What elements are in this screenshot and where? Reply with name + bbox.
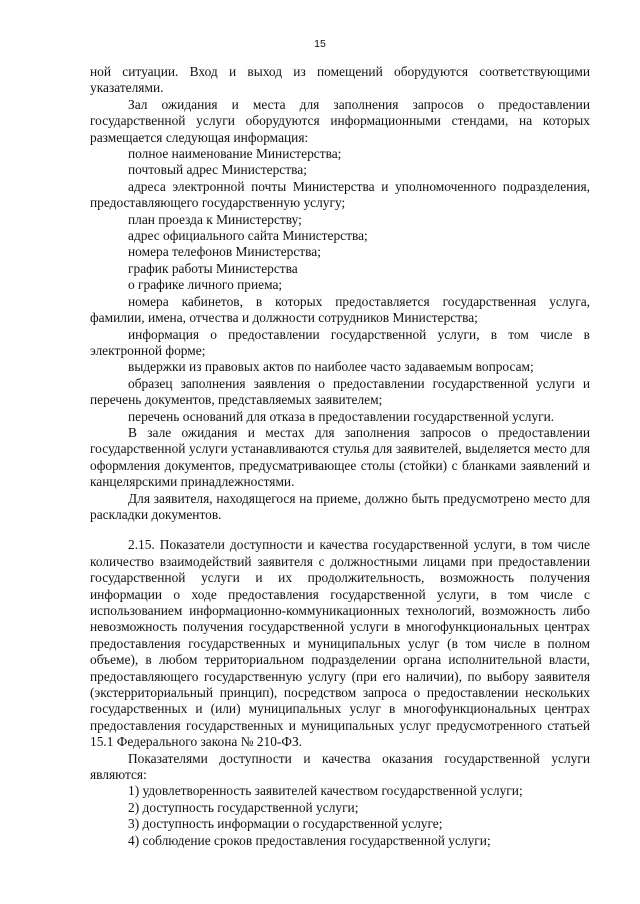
list-item: о графике личного приема; [128,277,283,293]
list-item: адреса электронной почты Министерства и уполномоченного подразделения, предоставляющего государственную услугу; [90,178,590,211]
section-paragraph: 2.15. Показатели доступности и качества государственной услуги, в том числе количество взаимодействий заявителя с должностными лицами при предоставлении государственной услуги и их продолжительность, возможность получения информации о ходе предоставления государственной услуги, в том числе с использованием информационно-коммуникационных технологий, возможность либо невозможность получения государственной услуги в многофункциональных центрах предоставления государственных и муниципальных услуг (в том числе в полном объеме), в любом территориальном подразделении органа исполнительной власти, предоставляющего государственную услугу (при его наличии), по выбору заявителя (экстерриториальный принцип), посредством запроса о предоставлении нескольких государственных и (или) муниципальных услуг в многофункциональных центрах предоставления государственных и муниципальных услуг предусмотренного статьей 15.1 Федерального закона № 210-ФЗ. [90,537,590,750]
list-item: полное наименование Министерства; [128,146,342,162]
page-number: 15 [314,38,326,50]
paragraph: Показателями доступности и качества оказания государственной услуги являются: [90,750,590,783]
list-item: 3) доступность информации о государственной услуге; [128,816,443,832]
list-item: 2) доступность государственной услуги; [128,799,359,815]
list-item: выдержки из правовых актов по наиболее часто задаваемым вопросам; [128,359,534,375]
list-item: адрес официального сайта Министерства; [128,228,368,244]
list-item: образец заполнения заявления о предоставлении государственной услуги и перечень документов, представляемых заявителем; [90,375,590,408]
paragraph: ной ситуации. Вход и выход из помещений оборудуются соответствующими указателями. [90,64,590,96]
paragraph: Зал ожидания и места для заполнения запросов о предоставлении государственной услуги оборудуются информационными стендами, на которых размещается следующая информация: [90,96,590,145]
list-item: номера телефонов Министерства; [128,244,321,260]
list-item: график работы Министерства [128,260,298,276]
list-item: номера кабинетов, в которых предоставляется государственная услуга, фамилии, имена, отчества и должности сотрудников Министерства; [90,293,590,326]
list-item: 1) удовлетворенность заявителей качеством государственной услуги; [128,783,523,799]
list-item: 4) соблюдение сроков предоставления государственной услуги; [128,832,491,848]
list-item: план проезда к Министерству; [128,211,302,227]
section-spacer [90,523,590,537]
document-body [90,64,590,849]
list-item: перечень оснований для отказа в предоставлении государственной услуги. [128,408,555,424]
paragraph: Для заявителя, находящегося на приеме, должно быть предусмотрено место для раскладки документов. [90,490,590,522]
list-item: почтовый адрес Министерства; [128,162,307,178]
paragraph: В зале ожидания и местах для заполнения запросов о предоставлении государственной услуги устанавливаются стулья для заявителей, выделяется место для оформления документов, предусматривающее столы (стойки) с бланками заявлений и канцелярскими принадлежностями. [90,424,590,490]
list-item: информация о предоставлении государственной услуги, в том числе в электронной форме; [90,326,590,358]
